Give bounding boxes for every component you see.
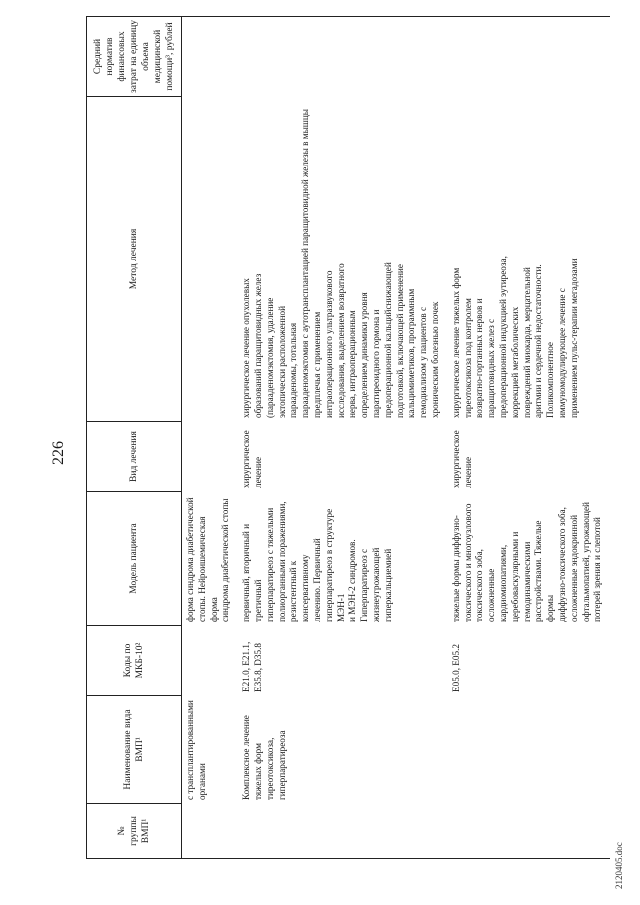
cell-patient-model: первичный, вторичный и третичный гиперпаратиреоз с тяжелыми полиорганными поражениями, резистентный к консервативному лечению. Первичный гиперпаратиреоз в структуре МЭН-1 и МЭН-2 синдромов. Гиперпаратиреоз с жизнеугрожающей гиперкальциемией <box>241 501 393 622</box>
cell-treatment-method: хирургическое лечение тяжелых форм тиреотоксикоза под контролем возвратно-гортанных нервов и паращитовидных желез с предоперационной индукцией эутиреоза, коррекцией метаболических повреждений миокарда, мерцательной аритмии и сердечной недостаточности. Поликомпонентное иммуномодулирующее лечение с применением пульс-терапии мегадозами <box>450 256 579 418</box>
header-vmp-name: Наименование вида ВМП¹ <box>87 696 182 804</box>
cell-vmp-name: Комплексное лечение тяжелых форм тиреотоксикоза, гиперпаратиреоза <box>241 715 287 800</box>
cell-treatment-method <box>182 97 239 422</box>
page-number: 226 <box>50 441 67 465</box>
header-treatment-type: Вид лечения <box>87 422 182 492</box>
header-group-number: № группы ВМП¹ <box>87 804 182 859</box>
header-treatment-method: Метод лечения <box>87 97 182 422</box>
cell-treatment-method: хирургическое лечение опухолевых образований паращитовидных желез (парааденомэктомия, удаление эктопически расположенной парааденомы, тотальная парааденомэктомия с аутотрансплантацией паращитовидной железы в мышцы предплечья с применением интраоперационного ультразвукового исследования, выделением возвратного нерва, интраоперационным определением динамики уровня паратиреоидного гормона и предоперационной кальцийснижающей подготовкой, включающей применение кальцимиметиков, программным гемодиализом у пациентов с хроническим болезнью почек <box>241 109 440 418</box>
cell-group <box>448 804 610 859</box>
cell-patient-model: форма синдрома диабетической стопы. Нейроишемическая форма синдрома диабетической стопы <box>185 497 231 622</box>
cell-treatment-type: хирургическое лечение <box>241 430 263 488</box>
cell-icd: E05.0, E05.2 <box>450 644 461 692</box>
header-icd-codes: Коды по МКБ-10² <box>87 626 182 696</box>
table-row <box>238 17 448 859</box>
cell-icd: E21.0, E21.1, E35.8, D35.8 <box>241 641 263 692</box>
treatment-table <box>86 16 610 859</box>
document-code: 2120405.doc <box>614 842 624 889</box>
cell-treatment-type: хирургическое лечение <box>450 430 473 488</box>
cell-vmp-name <box>448 696 610 804</box>
cell-treatment-type <box>182 422 239 492</box>
table-row <box>182 17 239 859</box>
cell-cost <box>448 17 610 97</box>
table-row <box>448 17 610 859</box>
cell-cost <box>182 17 239 97</box>
cell-vmp-name: с трансплантированными органами <box>185 700 207 800</box>
cell-group <box>238 804 448 859</box>
cell-patient-model: тяжелые формы диффузно- токсического и многоузлового токсического зоба, осложненные кардиомиопатиями, церебоваскулярными и гемодинамическими расстройствами. Тяжелые формы диффузно-токсического зоба, осложненные эндокринной офтальмопатией, угрожающей потерей зрения и слепотой <box>450 502 603 622</box>
header-row <box>87 17 182 859</box>
cell-icd <box>182 626 239 696</box>
cell-group <box>182 804 239 859</box>
cell-cost <box>238 17 448 97</box>
header-cost-standard: Средний норматив финансовых затрат на единицу объема медицинской помощи³, рублей <box>87 17 182 97</box>
header-patient-model: Модель пациента <box>87 492 182 626</box>
